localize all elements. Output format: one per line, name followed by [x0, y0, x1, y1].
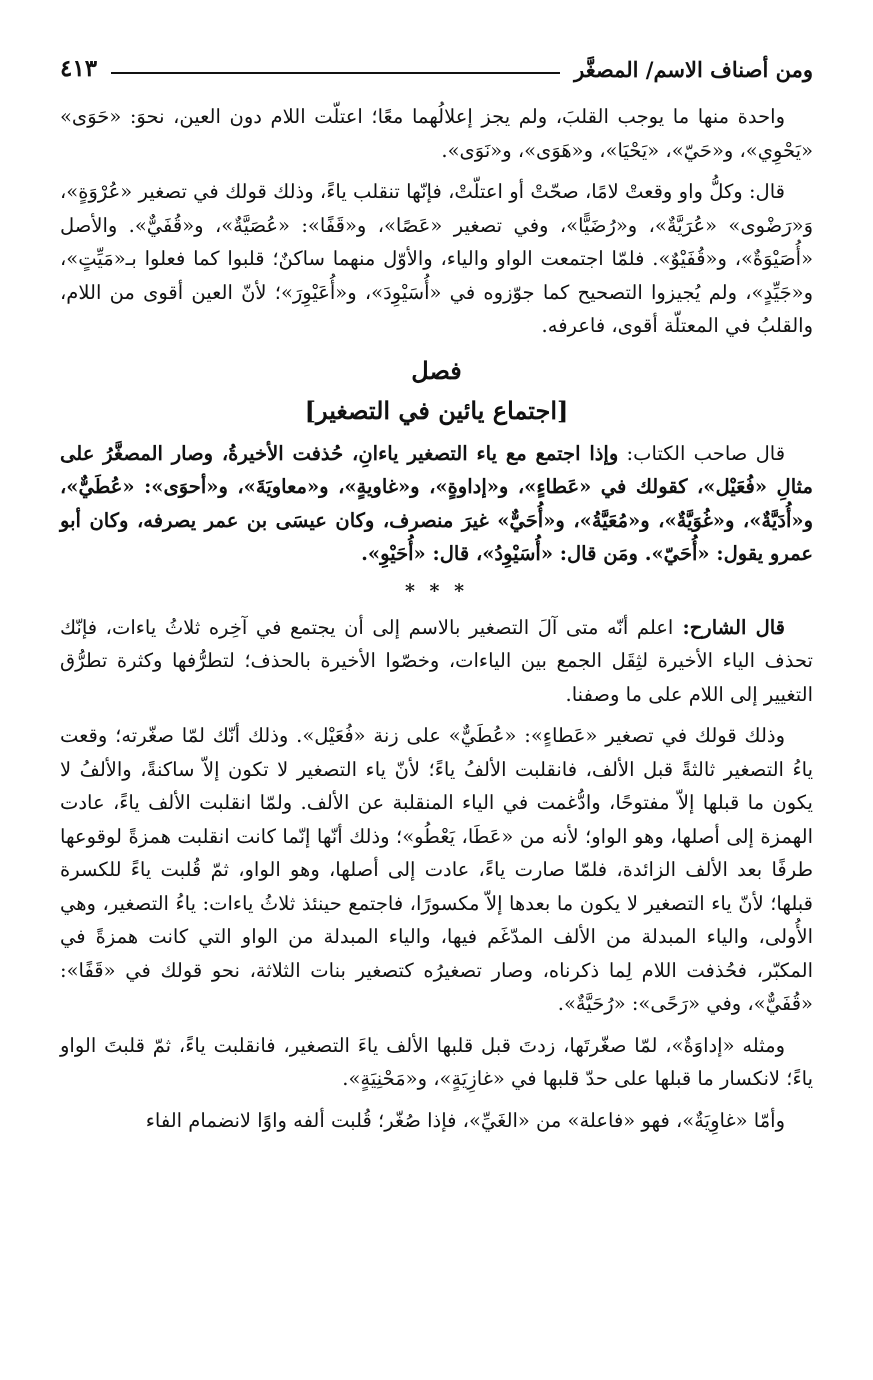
paragraph: قال: وكلُّ واو وقعتْ لامًا، صحّتْ أو اعتلّتْ، فإنّها تنقلب ياءً، وذلك قولك في تصغير «عُرْوَةٍ»، وَ«رَضْوى» «عُرَيَّةٌ»، و«رُضَيًّا»، وفي تصغير «عَصًا»، و«قَفًا»: «عُصَيَّةٌ»، و«قُفَيٌّ». والأصل «أُصَيْوَةٌ»، و«قُفَيْوٌ». فلمّا اجتمعت الواو والياء، والأوّل منهما ساكنٌ؛ قلبوا كما فعلوا بـ«مَيِّتٍ»، و«جَيِّدٍ»، ولم يُجيزوا التصحيح كما جوّزوه في «أُسَيْوِدَ»، و«أُعَيْوِرَ»؛ لأنّ العين أقوى من اللام، والقلبُ في المعتلّة أقوى، فاعرفه.: [60, 180, 813, 337]
commentary-label: قال الشارح:: [673, 615, 785, 639]
paragraph: وذلك قولك في تصغير «عَطاءٍ»: «عُطَيٌّ» على زنة «فُعَيْل». وذلك أنّك لمّا صغّرته؛ وقعت ياءُ التصغير ثالثةً قبل الألف، فانقلبت الألفُ ياءً؛ لأنّ ياء التصغير لا تكون إلاّ ساكنةً، والألفُ لا يكون ما قبلها إلاّ مفتوحًا، وادُّغمت في الياء المنقلبة عن الألف. ولمّا انقلبت الألف ياءً، عادت الهمزة إلى أصلها، وهو الواو؛ لأنه من «عَطَا، يَعْطُو»؛ وذلك أنّها إنّما كانت انقلبت همزةً لوقوعها طرفًا بعد الألف الزائدة، فلمّا صارت ياءً، عادت إلى أصلها، وهو الواو، ثمّ قُلبت ياءً للكسرة قبلها؛ لأنّ ياء التصغير لا يكون ما بعدها إلاّ مكسورًا، فاجتمع حينئذ ثلاثُ ياءات: ياءُ التصغير، وهي الأُولى، والياء المبدلة من الألف المدّغَم فيها، والياء المبدلة من الواو التي كانت همزةً في المكبّر، فحُذفت اللام لِما ذكرناه، وصار تصغيرُه كتصغير بنات الثلاثة، نحو قولك في «قَفًا»: «قُفَيٌّ»، وفي «رَحًى»: «رُحَيَّةٌ».: [60, 724, 813, 1015]
author-quote-intro: قال صاحب الكتاب:: [618, 441, 786, 465]
paragraph: وأمّا «غاوِيَةٌ»، فهو «فاعلة» من «الغَيِّ»، فإذا صُغّر؛ قُلبت ألفه واوًا لانضمام الفاء: [145, 1108, 785, 1132]
commentary-intro-paragraph: [60, 611, 813, 712]
paragraph: ومثله «إداوَةٌ»، لمّا صغّرتَها، زدتَ قبل قلبها الألف ياءَ التصغير، فانقلبت ياءً، ثمّ قلبتَ الواو ياءً؛ لانكسار ما قبلها على حدّ قلبها في «غازِيَةٍ»، و«مَحْنِيَةٍ».: [60, 1033, 813, 1090]
paragraph: واحدة منها ما يوجب القلبَ، ولم يجز إعلالُهما معًا؛ اعتلّت اللام دون العين، نحوَ: «حَوَى» «يَحْوِي»، و«حَيّ»، «يَحْيَا»، و«هَوَى»، و«نَوَى».: [60, 105, 813, 162]
page-number: ٤١٣: [60, 55, 98, 82]
running-title: ومن أصناف الاسم/ المصغَّر: [574, 57, 813, 82]
author-quote-body: وإذا اجتمع مع ياء التصغير ياءانِ، حُذفت الأخيرةُ، وصار المصغَّرُ على مثالِ «فُعَيْل»، كقولك في «عَطاءٍ»، و«إداوةٍ»، و«غاويةٍ»، و«معاويَةَ»، و«أحوَى»: «عُطَيٌّ»، و«أُدَيَّةٌ»، و«غُوَيَّةٌ»، و«مُعَيَّةُ»، و«أُحَيٌّ» غيرَ منصرف، وكان عيسَى بن عمر يصرفه، وكان أبو عمرو يقول: «أُحَيّ». ومَن قال: «أُسَيْوِدُ»، قال: «أُحَيْوِ».: [60, 441, 813, 565]
section-heading: فصل: [411, 355, 462, 385]
page-header: [60, 52, 813, 82]
section-subheading: [اجتماع يائين في التصغير]: [304, 395, 569, 425]
commentary-body: اعلم أنّه متى آلَ التصغير بالاسم إلى أن يجتمع في آخِره ثلاثُ ياءات، فإنّك تحذف الياء الأخيرة لثِقَل الجمع بين الياءات، وخصّوا الأخيرة بالحذف؛ لتطرُّفها وكثرة تطرُّق التغيير إلى اللام على ما وصفنا.: [60, 615, 813, 706]
author-quote-paragraph: [60, 437, 813, 571]
header-rule: [111, 72, 560, 74]
section-separator: * * *: [404, 579, 469, 602]
